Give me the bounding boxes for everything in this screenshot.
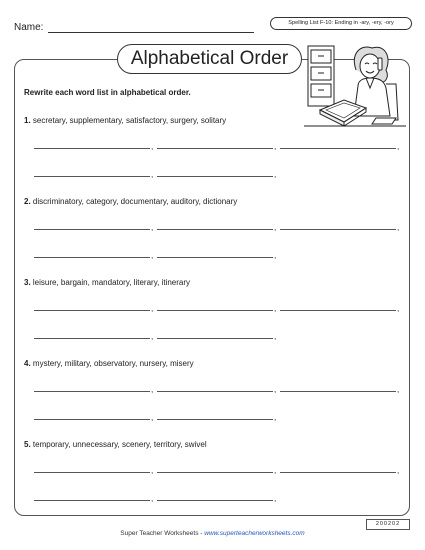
answer-comma: , xyxy=(151,142,154,151)
answer-line[interactable] xyxy=(34,229,150,230)
question-number: 1. xyxy=(24,116,31,125)
answer-line[interactable] xyxy=(34,257,150,258)
question-number: 5. xyxy=(24,440,31,449)
question-5 xyxy=(24,440,207,449)
answer-comma: , xyxy=(274,494,277,503)
answer-line[interactable] xyxy=(157,148,273,149)
answer-comma: , xyxy=(274,466,277,475)
answer-line[interactable] xyxy=(157,500,273,501)
question-1 xyxy=(24,116,226,125)
teacher-at-laptop-icon xyxy=(300,38,410,133)
answer-line[interactable] xyxy=(157,229,273,230)
answer-comma: , xyxy=(151,466,154,475)
answer-comma: , xyxy=(151,304,154,313)
answer-line[interactable] xyxy=(34,148,150,149)
answer-line[interactable] xyxy=(280,472,396,473)
answer-comma: , xyxy=(274,142,277,151)
answer-comma: , xyxy=(397,385,400,394)
page-title: Alphabetical Order xyxy=(117,44,302,74)
name-write-line[interactable] xyxy=(48,32,254,33)
question-word-list: discriminatory, category, documentary, auditory, dictionary xyxy=(32,197,238,206)
question-word-list: temporary, unnecessary, scenery, territory, swivel xyxy=(32,440,207,449)
question-4 xyxy=(24,359,194,368)
answer-comma: , xyxy=(151,223,154,232)
question-number: 4. xyxy=(24,359,31,368)
answer-line[interactable] xyxy=(34,391,150,392)
question-3 xyxy=(24,278,190,287)
answer-comma: , xyxy=(274,332,277,341)
footer-dash: - xyxy=(198,530,205,537)
question-word-list: mystery, military, observatory, nursery, misery xyxy=(32,359,194,368)
answer-line[interactable] xyxy=(34,419,150,420)
answer-line[interactable] xyxy=(34,176,150,177)
answer-line[interactable] xyxy=(157,176,273,177)
worksheet-code: 200202 xyxy=(366,519,410,530)
instructions: Rewrite each word list in alphabetical order. xyxy=(24,88,191,97)
answer-line[interactable] xyxy=(157,338,273,339)
answer-comma: , xyxy=(151,332,154,341)
answer-line[interactable] xyxy=(280,229,396,230)
answer-comma: , xyxy=(397,223,400,232)
footer-url-link[interactable]: www.superteacherworksheets.com xyxy=(204,530,305,537)
answer-line[interactable] xyxy=(157,310,273,311)
answer-line[interactable] xyxy=(280,310,396,311)
answer-comma: , xyxy=(151,494,154,503)
answer-comma: , xyxy=(274,251,277,260)
spelling-list-badge: Spelling List F-10: Ending in -ary, -ery, -ory xyxy=(270,17,412,30)
answer-comma: , xyxy=(151,385,154,394)
answer-comma: , xyxy=(151,170,154,179)
answer-line[interactable] xyxy=(157,472,273,473)
footer-brand: Super Teacher Worksheets xyxy=(120,530,199,537)
answer-comma: , xyxy=(274,170,277,179)
answer-line[interactable] xyxy=(34,472,150,473)
answer-comma: , xyxy=(274,223,277,232)
answer-comma: , xyxy=(274,304,277,313)
footer xyxy=(0,530,425,537)
answer-comma: , xyxy=(397,304,400,313)
answer-line[interactable] xyxy=(157,391,273,392)
question-2 xyxy=(24,197,237,206)
answer-line[interactable] xyxy=(280,391,396,392)
answer-line[interactable] xyxy=(34,338,150,339)
answer-comma: , xyxy=(397,466,400,475)
question-number: 3. xyxy=(24,278,31,287)
answer-comma: , xyxy=(274,413,277,422)
answer-comma: , xyxy=(151,251,154,260)
question-number: 2. xyxy=(24,197,31,206)
answer-line[interactable] xyxy=(157,257,273,258)
answer-comma: , xyxy=(151,413,154,422)
answer-line[interactable] xyxy=(34,500,150,501)
answer-comma: , xyxy=(397,142,400,151)
question-word-list: leisure, bargain, mandatory, literary, itinerary xyxy=(32,278,191,287)
name-label: Name: xyxy=(14,22,44,33)
answer-line[interactable] xyxy=(34,310,150,311)
answer-line[interactable] xyxy=(280,148,396,149)
answer-line[interactable] xyxy=(157,419,273,420)
answer-comma: , xyxy=(274,385,277,394)
question-word-list: secretary, supplementary, satisfactory, surgery, solitary xyxy=(32,116,227,125)
